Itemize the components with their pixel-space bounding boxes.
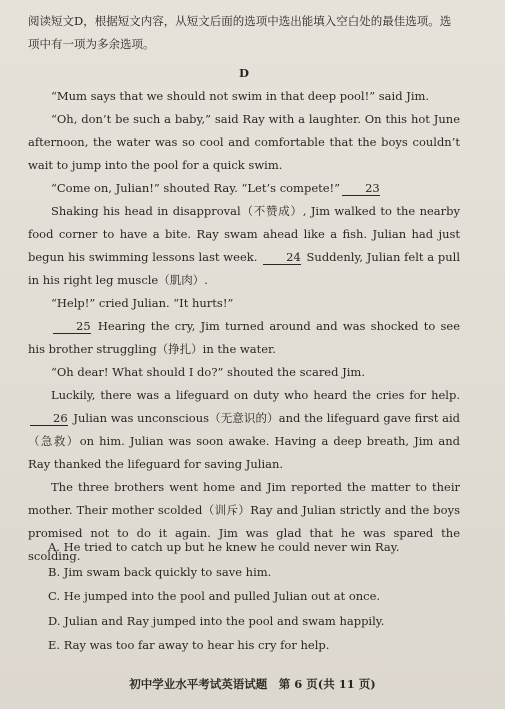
paragraph-4 bbox=[28, 200, 460, 292]
paragraph-5: “Help!” cried Julian. “It hurts!” bbox=[51, 296, 234, 310]
paragraph-9: The three brothers went home and Jim reported the matter to their mother. Their mother scolded（训斥）Ray and Julian strictly and the boys promised not to do it again. Jim was glad that he was spared the scolding. bbox=[28, 480, 460, 563]
option-d: D. Julian and Ray jumped into the pool and swam happily. bbox=[48, 613, 385, 628]
paragraph-6 bbox=[28, 315, 460, 361]
page-footer: 初中学业水平考试英语试题 第 6 页(共 11 页) bbox=[129, 677, 376, 691]
option-a: A. He tried to catch up but he knew he could never win Ray. bbox=[48, 540, 400, 554]
option-e: E. Ray was too far away to hear his cry for help. bbox=[48, 638, 330, 652]
blank-25: 25 bbox=[53, 319, 91, 334]
options-list bbox=[48, 535, 399, 658]
paragraph-3-text: “Come on, Julian!” shouted Ray. “Let’s compete!” bbox=[51, 181, 341, 195]
option-c: C. He jumped into the pool and pulled Julian out at once. bbox=[48, 589, 381, 603]
paragraph-8 bbox=[28, 384, 460, 476]
paragraph-4-text-b: Suddenly, Julian felt a pull in his right leg muscle（肌肉）. bbox=[28, 250, 461, 287]
option-b: B. Jim swam back quickly to save him. bbox=[48, 564, 272, 579]
paragraph-3 bbox=[28, 177, 460, 200]
instructions: 阅读短文D，根据短文内容，从短文后面的选项中选出能填入空白处的最佳选项。选项中有一项为多余选项。 bbox=[28, 14, 452, 51]
paragraph-8-text-b: Julian was unconscious（无意识的）and the lifeguard gave first aid（急救）on him. Julian was soon awake. Having a deep breath, Jim and Ray thanked the lifeguard for saving Julian. bbox=[28, 411, 460, 471]
paragraph-6-text: Hearing the cry, Jim turned around and was shocked to see his brother struggling（挣扎）in the water. bbox=[28, 319, 461, 356]
paragraph-4-text-a: Shaking his head in disapproval（不赞成）, Jim walked to the nearby food corner to have a bite. Ray swam ahead like a fish. Julian had just begun his swimming lessons last week. bbox=[28, 204, 460, 264]
blank-26: 26 bbox=[30, 411, 68, 426]
paragraph-2: “Oh, don’t be such a baby,” said Ray with a laughter. On this hot June afternoon, the water was so cool and comfortable that the boys couldn’t wait to jump into the pool for a quick swim. bbox=[28, 112, 460, 172]
paragraph-7: “Oh dear! What should I do?” shouted the scared Jim. bbox=[51, 365, 365, 379]
page-content bbox=[28, 10, 460, 568]
paragraph-8-text-a: Luckily, there was a lifeguard on duty who heard the cries for help. bbox=[51, 388, 460, 402]
blank-23: 23 bbox=[342, 181, 380, 196]
passage-letter: D bbox=[239, 66, 249, 80]
paragraph-1: “Mum says that we should not swim in that deep pool!” said Jim. bbox=[51, 89, 430, 103]
blank-24: 24 bbox=[263, 250, 301, 265]
